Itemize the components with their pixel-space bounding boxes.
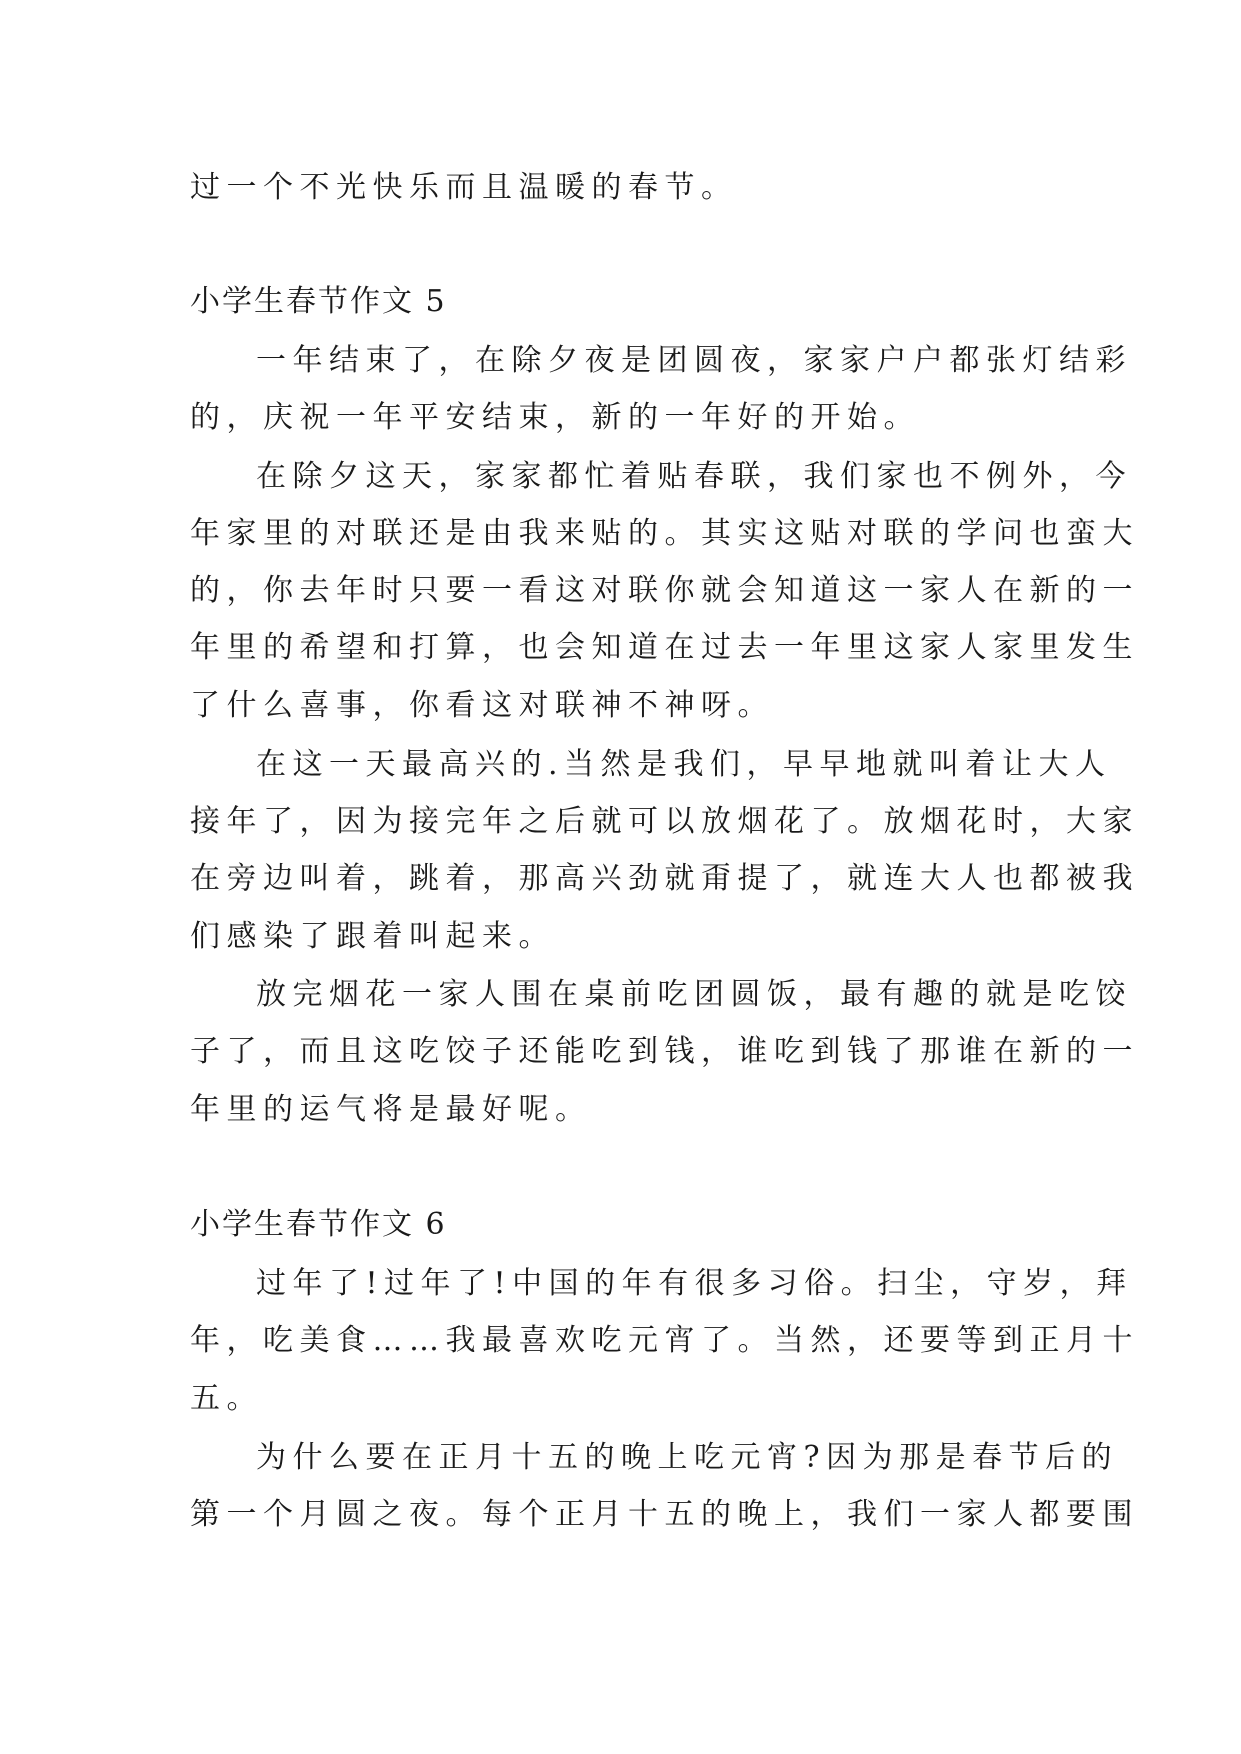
paragraph-line: 接年了，因为接完年之后就可以放烟花了。放烟花时，大家: [190, 804, 1139, 839]
paragraph-line: 的，庆祝一年平安结束，新的一年好的开始。: [190, 400, 920, 435]
paragraph-line: 一年结束了，在除夕夜是团圆夜，家家户户都张灯结彩: [256, 343, 1132, 378]
paragraph-line: 了什么喜事，你看这对联神不神呀。: [190, 688, 774, 723]
paragraph-line: 们感染了跟着叫起来。: [190, 919, 555, 954]
paragraph-line: 在旁边叫着，跳着，那高兴劲就甭提了，就连大人也都被我: [190, 861, 1139, 896]
paragraph-line: 年里的希望和打算，也会知道在过去一年里这家人家里发生: [190, 630, 1139, 665]
paragraph-line: 在除夕这天，家家都忙着贴春联，我们家也不例外，今: [256, 459, 1132, 494]
paragraph-line: 第一个月圆之夜。每个正月十五的晚上，我们一家人都要围: [190, 1497, 1139, 1532]
paragraph-line: 为什么要在正月十五的晚上吃元宵?因为那是春节后的: [256, 1440, 1119, 1475]
paragraph-line: 在这一天最高兴的.当然是我们，早早地就叫着让大人: [256, 747, 1112, 782]
paragraph-line: 年，吃美食……我最喜欢吃元宵了。当然，还要等到正月十: [190, 1323, 1139, 1358]
paragraph-line: 年家里的对联还是由我来贴的。其实这贴对联的学问也蛮大: [190, 516, 1139, 551]
paragraph-line: 放完烟花一家人围在桌前吃团圆饭，最有趣的就是吃饺: [256, 977, 1132, 1012]
paragraph-line: 的，你去年时只要一看这对联你就会知道这一家人在新的一: [190, 573, 1139, 608]
paragraph-line: 过一个不光快乐而且温暖的春节。: [190, 170, 738, 205]
paragraph-line: 五。: [190, 1381, 263, 1416]
section-heading: 小学生春节作文 6: [190, 1207, 447, 1242]
section-heading: 小学生春节作文 5: [190, 284, 447, 319]
paragraph-line: 子了，而且这吃饺子还能吃到钱，谁吃到钱了那谁在新的一: [190, 1034, 1139, 1069]
paragraph-line: 年里的运气将是最好呢。: [190, 1092, 592, 1127]
paragraph-line: 过年了!过年了!中国的年有很多习俗。扫尘，守岁，拜: [256, 1266, 1133, 1301]
